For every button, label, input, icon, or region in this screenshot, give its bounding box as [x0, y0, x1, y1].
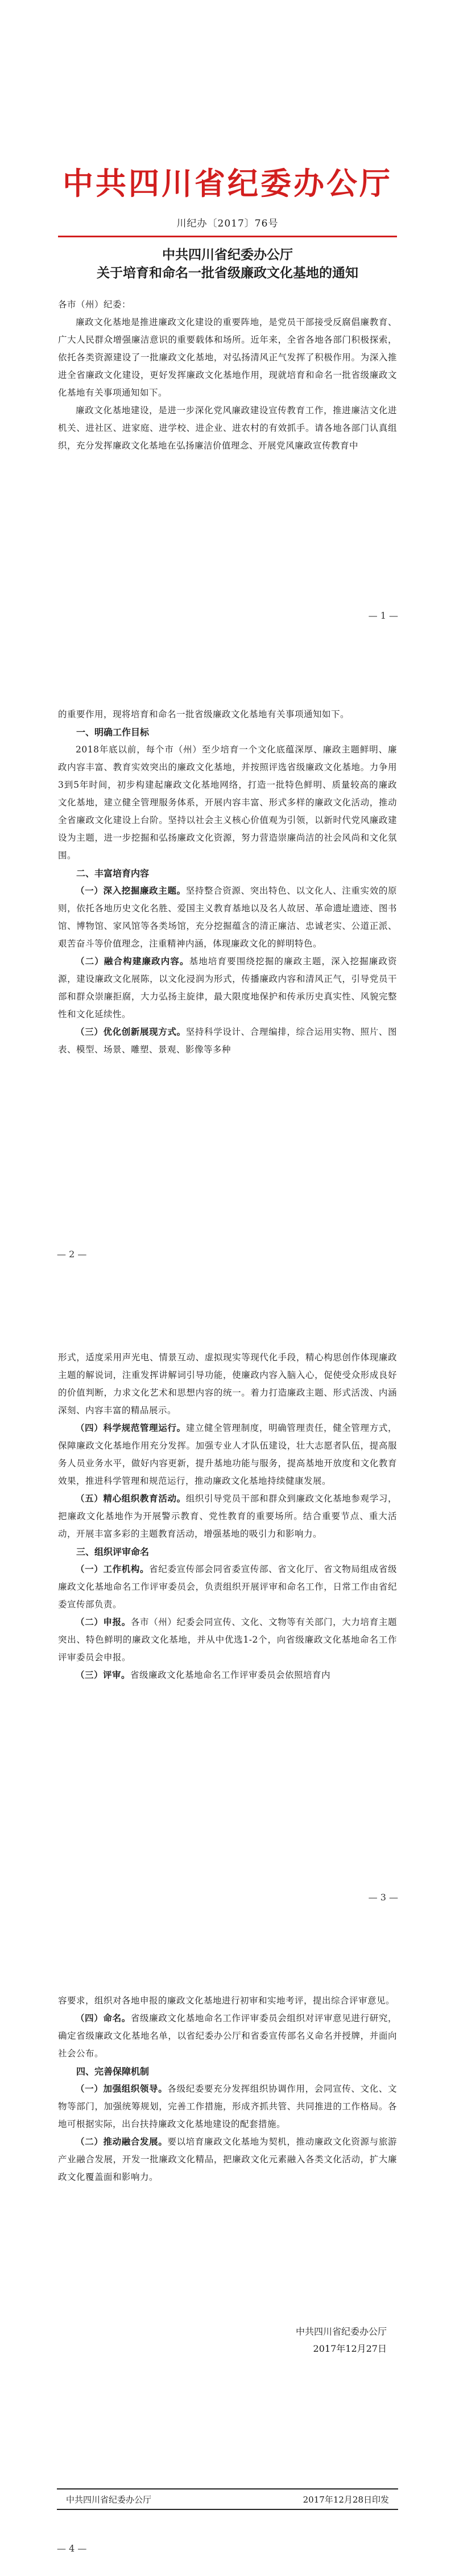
- page-2-body: [58, 706, 397, 1059]
- list-item: [58, 1614, 397, 1666]
- item-text: 坚持科学设计、合理编排，综合运用实物、照片、图表、模型、场景、雕塑、景观、影像等多种: [58, 1027, 397, 1055]
- issuing-office-header: 中共四川省纪委办公厅: [63, 166, 392, 201]
- item-text: 省级廉政文化基地命名工作评审委员会依照培育内: [130, 1670, 331, 1680]
- list-item: [58, 2010, 397, 2063]
- list-item: [58, 2133, 397, 2186]
- signing-organization: 中共四川省纪委办公厅: [295, 2326, 387, 2337]
- item-text: 省级廉政文化基地命名工作评审委员会组织对评审意见进行研究，确定省级廉政文化基地名单，以省纪委办公厅和省委宣传部名义命名并授牌，并面向社会公布。: [58, 2013, 397, 2059]
- item-text: 各级纪委要充分发挥组织协调作用，会同宣传、文化、文物等部门，加强统筹规划，完善工作措施，形成齐抓共管、共同推进的工作格局。各地可根据实际，出台扶持廉政文化基地建设的配套措施。: [58, 2084, 397, 2129]
- item-lead: （三）评审。: [76, 1670, 131, 1680]
- list-item: [58, 1561, 397, 1614]
- item-text: 省纪委宣传部会同省委宣传部、省文化厅、省文物局组成省级廉政文化基地命名工作评审委员会，负责组织开展评审和命名工作，日常工作由省纪委宣传部负责。: [58, 1564, 397, 1610]
- item-text: 要以培育廉政文化基地为契机，推动廉政文化资源与旅游产业融合发展，开发一批廉政文化精品，把廉政文化元素融入各类文化活动，扩大廉政文化覆盖面和影响力。: [58, 2137, 397, 2182]
- section-heading: 三、组织评审命名: [76, 1546, 150, 1557]
- item-text: 各市（州）纪委会同宣传、文化、文物等有关部门，大力培育主题突出、特色鲜明的廉政文化基地，并从中优选1-2个，向省级廉政文化基地命名工作评审委员会申报。: [58, 1617, 397, 1663]
- item-lead: （一）工作机构。: [76, 1564, 150, 1574]
- list-item: [58, 882, 397, 953]
- section-heading: 一、明确工作目标: [76, 727, 150, 738]
- print-record-footer: [57, 2488, 398, 2510]
- item-text: 组织引导党员干部和群众到廉政文化基地参观学习，把廉政文化基地作为开展警示教育、党性教育的重要场所。结合重要节点、重大活动，开展丰富多彩的主题教育活动，增强基地的吸引力和影响力。: [58, 1493, 397, 1539]
- title-line-1: 中共四川省纪委办公厅: [162, 248, 293, 262]
- page-number: — 4 —: [57, 2543, 87, 2554]
- item-lead: （二）融合构建廉政内容。: [76, 956, 189, 966]
- item-text: 建立健全管理制度，明确管理责任，健全管理方式，保障廉政文化基地作用充分发挥。加强专业人才队伍建设，壮大志愿者队伍，提高服务人员业务水平，做好内容更新，提升基地功能与服务，提高基地开放度和文化教育效果，推进科学管理和规范运行，推动廉政文化基地持续健康发展。: [58, 1423, 397, 1486]
- item-lead: （五）精心组织教育活动。: [76, 1493, 186, 1504]
- section-heading: 四、完善保障机制: [76, 2066, 150, 2077]
- item-text: 坚持整合资源、突出特色、以文化人、注重实效的原则，依托各地历史文化名胜、爱国主义教育基地以及名人故居、革命遗址遗迹、图书馆、博物馆、家风馆等各类场馆，充分挖掘蕴含的清正廉洁、忠诚老实、公道正派、艰苦奋斗等价值理念，注重精神内涵，体现廉政文化的鲜明特色。: [58, 886, 397, 949]
- salutation: 各市（州）纪委：: [58, 299, 131, 310]
- page-number: — 2 —: [57, 1249, 87, 1260]
- signature-block: [250, 2323, 387, 2357]
- item-lead: （三）优化创新展现方式。: [76, 1027, 186, 1037]
- item-lead: （二）申报。: [76, 1617, 131, 1627]
- item-lead: （二）推动融合发展。: [76, 2137, 168, 2147]
- item-lead: （一）深入挖掘廉政主题。: [76, 886, 186, 896]
- document-number: 川纪办〔2017〕76号: [176, 218, 279, 229]
- list-item: [58, 1419, 397, 1490]
- item-lead: （四）命名。: [76, 2013, 131, 2023]
- document-page-2: [0, 644, 455, 1287]
- document-page-1: [0, 0, 455, 644]
- page-number: — 3 —: [368, 1892, 398, 1903]
- footer-issuer: 中共四川省纪委办公厅: [66, 2495, 152, 2505]
- item-lead: （一）加强组织领导。: [76, 2084, 168, 2094]
- continued-paragraph: 容要求，组织对各地申报的廉政文化基地进行初审和实地考评，提出综合评审意见。: [58, 1995, 395, 2006]
- list-item: [58, 1666, 397, 1684]
- document-title: [0, 246, 455, 282]
- item-text: 基地培育要围绕挖掘的廉政主题，深入挖掘廉政资源，建设廉政文化展陈，以文化浸润为形式，传播廉政内容和清风正气，引导党员干部和群众崇廉拒腐，大力弘扬主旋律，最大限度地保护和传承历史真实性、风貌完整性和文化延续性。: [58, 956, 397, 1019]
- goal-paragraph: 2018年底以前，每个市（州）至少培育一个文化底蕴深厚、廉政主题鲜明、廉政内容丰富、教育实效突出的廉政文化基地，并按照评选省级廉政文化基地。力争用3到5年时间，初步构建起廉政文化基地网络，打造一批特色鲜明、质量较高的廉政文化基地，建立健全管理服务体系，开展内容丰富、形式多样的廉政文化活动，推动全省廉政文化建设上台阶。坚持以社会主义核心价值观为引领，以新时代党风廉政建设为主题，进一步挖掘和弘扬廉政文化资源，努力营造崇廉尚洁的社会风尚和文化氛围。: [58, 744, 397, 861]
- list-item: [58, 1023, 397, 1059]
- list-item: [58, 953, 397, 1023]
- list-item: [58, 2080, 397, 2133]
- continued-paragraph: 形式，适度采用声光电、情景互动、虚拟现实等现代化手段，精心构思创作体现廉政主题的解说词，注重发挥讲解词引导功能，使廉政内容入脑入心，促使受众形成良好的价值判断，力求文化艺术和思想内容的统一。着力打造廉政主题、形式活泼、内涵深刻、内容丰富的精品展示。: [58, 1352, 397, 1415]
- continued-paragraph: 的重要作用，现将培育和命名一批省级廉政文化基地有关事项通知如下。: [58, 709, 350, 719]
- intro-paragraph: 廉政文化基地是推进廉政文化建设的重要阵地，是党员干部接受反腐倡廉教育、广大人民群众增强廉洁意识的重要载体和场所。近年来，全省各地各部门积极探索，依托各类资源建设了一批廉政文化基地，对弘扬清风正气发挥了积极作用。为深入推进全省廉政文化建设，更好发挥廉政文化基地作用，现就培育和命名一批省级廉政文化基地有关事项通知如下。: [58, 317, 397, 398]
- page-3-body: [58, 1349, 397, 1684]
- footer-print-date: 2017年12月28日印发: [303, 2495, 389, 2505]
- section-heading: 二、丰富培育内容: [76, 868, 150, 879]
- page-4-body: [58, 1992, 397, 2186]
- document-page-3: [0, 1287, 455, 1931]
- document-page-4: [0, 1931, 455, 2576]
- page-number: — 1 —: [368, 610, 398, 621]
- body-paragraph: 廉政文化基地建设，是进一步深化党风廉政建设宣传教育工作，推进廉洁文化进机关、进社区、进家庭、进学校、进企业、进农村的有效抓手。请各地各部门认真组织，充分发挥廉政文化基地在弘扬廉洁价值理念、开展党风廉政宣传教育中: [58, 405, 397, 451]
- title-line-2: 关于培育和命名一批省级廉政文化基地的通知: [97, 266, 358, 281]
- red-divider-line: [58, 236, 397, 237]
- signing-date: 2017年12月27日: [313, 2343, 387, 2354]
- item-lead: （四）科学规范管理运行。: [76, 1423, 186, 1433]
- page-1-body: [58, 296, 397, 455]
- list-item: [58, 1490, 397, 1543]
